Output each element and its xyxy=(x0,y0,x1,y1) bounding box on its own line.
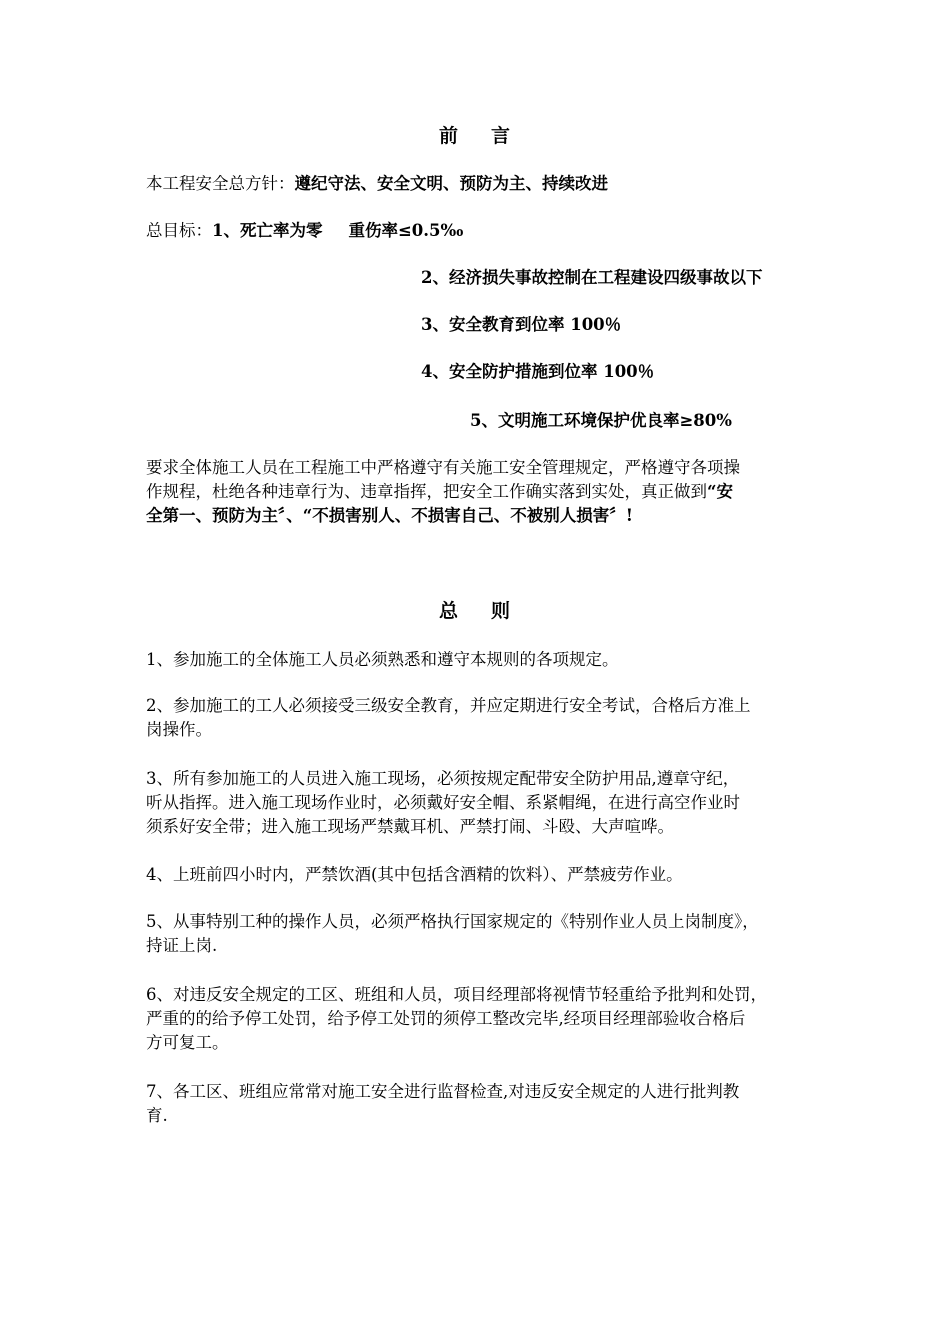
rule-item-2-line-1: 2、参加施工的工人必须接受三级安全教育，并应定期进行安全考试，合格后方准上 xyxy=(146,696,751,715)
rule-item-2 xyxy=(146,694,846,742)
rule-item-6-line-3: 方可复工。 xyxy=(146,1033,229,1052)
rule-item-4 xyxy=(146,863,846,887)
requirement-line-2a: 作规程，杜绝各种违章行为、违章指挥，把安全工作确实落到实处，真正做到 xyxy=(146,482,707,501)
goal-line-1 xyxy=(146,219,463,243)
preface-title xyxy=(0,122,950,150)
requirement-line-1: 要求全体施工人员在工程施工中严格遵守有关施工安全管理规定，严格遵守各项操 xyxy=(146,458,740,477)
goal-3: 3、安全教育到位率 100％ xyxy=(421,315,622,334)
goal-label: 总目标： xyxy=(146,221,212,240)
rules-title-char-1: 总 xyxy=(438,600,459,622)
rule-item-3-line-2: 听从指挥。进入施工现场作业时，必须戴好安全帽、系紧帽绳，在进行高空作业时 xyxy=(146,793,740,812)
rule-item-6-line-2: 严重的的给予停工处罚，给予停工处罚的须停工整改完毕,经项目经理部验收合格后 xyxy=(146,1009,746,1028)
rule-item-2-line-2: 岗操作。 xyxy=(146,720,212,739)
requirement-paragraph xyxy=(146,456,846,528)
policy-line xyxy=(146,172,608,196)
rule-item-6 xyxy=(146,983,846,1055)
rule-item-6-line-1: 6、对违反安全规定的工区、班组和人员，项目经理部将视情节轻重给予批判和处罚， xyxy=(146,985,767,1004)
goal-5: 5、文明施工环境保护优良率≥80% xyxy=(470,411,732,430)
rule-item-5-line-1: 5、从事特别工种的操作人员，必须严格执行国家规定的《特别作业人员上岗制度》， xyxy=(146,912,759,931)
rule-item-3-line-3: 须系好安全带；进入施工现场严禁戴耳机、严禁打闹、斗殴、大声喧哗。 xyxy=(146,817,674,836)
requirement-line-2b: “安 xyxy=(707,482,733,501)
goal-2: 2、经济损失事故控制在工程建设四级事故以下 xyxy=(421,268,763,287)
rule-item-5-line-2: 持证上岗. xyxy=(146,936,218,955)
requirement-line-2 xyxy=(146,480,846,504)
preface-title-char-1: 前 xyxy=(438,125,459,147)
rules-title-char-2: 则 xyxy=(491,600,512,622)
rule-item-7-line-1: 7、各工区、班组应常常对施工安全进行监督检查,对违反安全规定的人进行批判教 xyxy=(146,1082,740,1101)
preface-title-char-2: 言 xyxy=(491,125,512,147)
goal-1b: 重伤率≤0.5‰ xyxy=(348,221,464,240)
policy-value: 遵纪守法、安全文明、预防为主、持续改进 xyxy=(294,174,608,193)
goal-4: 4、安全防护措施到位率 100％ xyxy=(421,362,655,381)
rule-item-1 xyxy=(146,648,846,672)
rule-item-4-line-1: 4、上班前四小时内，严禁饮酒(其中包括含酒精的饮料）、严禁疲劳作业。 xyxy=(146,865,683,884)
rule-item-1-line-1: 1、参加施工的全体施工人员必须熟悉和遵守本规则的各项规定。 xyxy=(146,650,619,669)
requirement-line-3: 全第一、预防为主〞、“不损害别人、不损害自己、不被别人损害〞! xyxy=(146,506,633,525)
rule-item-7 xyxy=(146,1080,846,1128)
rules-title xyxy=(0,597,950,625)
goal-1a: 1、死亡率为零 xyxy=(212,221,323,240)
rule-item-3-line-1: 3、所有参加施工的人员进入施工现场，必须按规定配带安全防护用品,遵章守纪， xyxy=(146,769,740,788)
policy-label: 本工程安全总方针： xyxy=(146,174,295,193)
rule-item-3 xyxy=(146,767,846,839)
rule-item-5 xyxy=(146,910,846,958)
rule-item-7-line-2: 育. xyxy=(146,1106,168,1125)
